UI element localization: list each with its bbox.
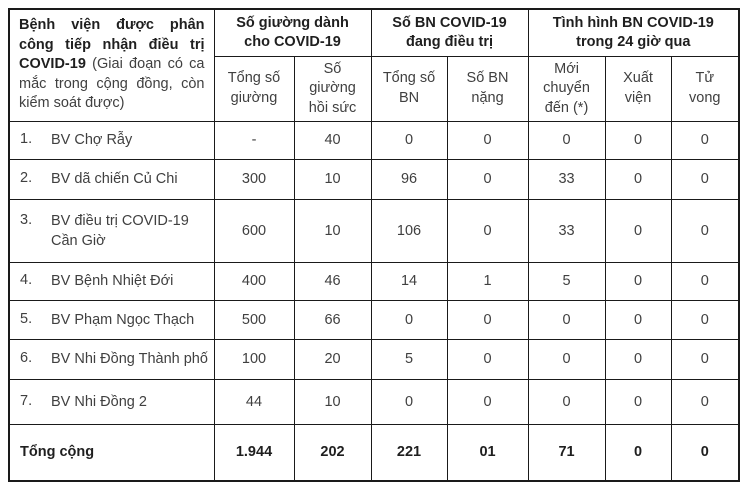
- value-cell: 0: [447, 340, 528, 380]
- total-value-cell: 0: [605, 425, 671, 482]
- covid-hospital-table: [8, 8, 740, 482]
- value-cell: 0: [605, 122, 671, 160]
- value-cell: 0: [605, 380, 671, 425]
- hospital-name-cell: [9, 263, 214, 301]
- row-index: 1.: [20, 131, 33, 148]
- group-header-24h: Tình hình BN COVID-19 trong 24 giờ qua: [528, 9, 739, 57]
- hospital-name: BV điều trị COVID-19 Cần Giờ: [51, 212, 189, 249]
- value-cell: 0: [671, 380, 739, 425]
- value-cell: 0: [447, 200, 528, 263]
- subheader-total-beds: Tổng số giường: [214, 57, 294, 122]
- value-cell: 0: [605, 160, 671, 200]
- group-header-patients: Số BN COVID-19 đang điều trị: [371, 9, 528, 57]
- value-cell: 106: [371, 200, 447, 263]
- corner-header-title: Bệnh viện được phân công tiếp nhận điều trị COVID-19: [19, 17, 205, 73]
- value-cell: 0: [447, 160, 528, 200]
- value-cell: 44: [214, 380, 294, 425]
- value-cell: 400: [214, 263, 294, 301]
- value-cell: 0: [528, 380, 605, 425]
- value-cell: -: [214, 122, 294, 160]
- value-cell: 0: [605, 301, 671, 340]
- value-cell: 0: [671, 160, 739, 200]
- total-value-cell: 71: [528, 425, 605, 482]
- value-cell: 10: [294, 380, 371, 425]
- value-cell: 0: [371, 122, 447, 160]
- table-row: [9, 122, 739, 160]
- row-index: 3.: [20, 211, 33, 228]
- row-index: 5.: [20, 310, 33, 327]
- subheader-deaths: Tử vong: [671, 57, 739, 122]
- value-cell: 20: [294, 340, 371, 380]
- value-cell: 33: [528, 160, 605, 200]
- hospital-name: BV Nhi Đồng Thành phố: [51, 351, 208, 368]
- subheader-icu-beds: Số giường hồi sức: [294, 57, 371, 122]
- value-cell: 100: [214, 340, 294, 380]
- value-cell: 0: [671, 301, 739, 340]
- table-row: [9, 200, 739, 263]
- value-cell: 0: [671, 200, 739, 263]
- subheader-severe-patients: Số BN nặng: [447, 57, 528, 122]
- value-cell: 0: [671, 340, 739, 380]
- value-cell: 40: [294, 122, 371, 160]
- value-cell: 0: [671, 263, 739, 301]
- row-index: 2.: [20, 170, 33, 187]
- hospital-name: BV Bệnh Nhiệt Đới: [51, 273, 174, 290]
- total-value-cell: 01: [447, 425, 528, 482]
- value-cell: 5: [371, 340, 447, 380]
- hospital-name: BV Chợ Rẫy: [51, 132, 133, 149]
- value-cell: 66: [294, 301, 371, 340]
- value-cell: 10: [294, 160, 371, 200]
- hospital-name-cell: [9, 200, 214, 263]
- row-index: 6.: [20, 350, 33, 367]
- total-value-cell: 1.944: [214, 425, 294, 482]
- value-cell: 0: [528, 301, 605, 340]
- hospital-name-cell: [9, 380, 214, 425]
- value-cell: 0: [528, 340, 605, 380]
- row-index: 7.: [20, 392, 33, 409]
- hospital-name-cell: [9, 301, 214, 340]
- group-header-beds: Số giường dành cho COVID-19: [214, 9, 371, 57]
- hospital-name: BV Nhi Đồng 2: [51, 393, 147, 410]
- total-label-cell: Tổng cộng: [9, 425, 214, 482]
- corner-header-cell: [9, 9, 214, 122]
- hospital-name: BV dã chiến Củ Chi: [51, 171, 178, 188]
- value-cell: 0: [605, 340, 671, 380]
- value-cell: 0: [447, 380, 528, 425]
- value-cell: 0: [371, 301, 447, 340]
- value-cell: 96: [371, 160, 447, 200]
- value-cell: 33: [528, 200, 605, 263]
- table-row: [9, 340, 739, 380]
- value-cell: 500: [214, 301, 294, 340]
- corner-header-subtitle: (Giai đoạn có ca mắc trong cộng đồng, còn kiểm soát được): [19, 56, 205, 112]
- hospital-name: BV Phạm Ngọc Thạch: [51, 311, 195, 328]
- row-index: 4.: [20, 272, 33, 289]
- value-cell: 1: [447, 263, 528, 301]
- total-value-cell: 0: [671, 425, 739, 482]
- value-cell: 46: [294, 263, 371, 301]
- hospital-name-cell: [9, 340, 214, 380]
- table-row: [9, 380, 739, 425]
- subheader-discharged: Xuất viện: [605, 57, 671, 122]
- hospital-name-cell: [9, 122, 214, 160]
- value-cell: 300: [214, 160, 294, 200]
- value-cell: 14: [371, 263, 447, 301]
- value-cell: 5: [528, 263, 605, 301]
- value-cell: 0: [371, 380, 447, 425]
- table-row: [9, 301, 739, 340]
- table-row: [9, 263, 739, 301]
- value-cell: 600: [214, 200, 294, 263]
- value-cell: 0: [605, 200, 671, 263]
- value-cell: 0: [605, 263, 671, 301]
- value-cell: 0: [447, 301, 528, 340]
- value-cell: 0: [671, 122, 739, 160]
- table-row: [9, 160, 739, 200]
- total-value-cell: 221: [371, 425, 447, 482]
- value-cell: 0: [528, 122, 605, 160]
- value-cell: 10: [294, 200, 371, 263]
- total-value-cell: 202: [294, 425, 371, 482]
- subheader-total-patients: Tổng số BN: [371, 57, 447, 122]
- header-group-row: [9, 9, 739, 57]
- value-cell: 0: [447, 122, 528, 160]
- subheader-new-transfers: Mới chuyển đến (*): [528, 57, 605, 122]
- hospital-name-cell: [9, 160, 214, 200]
- total-row: [9, 425, 739, 482]
